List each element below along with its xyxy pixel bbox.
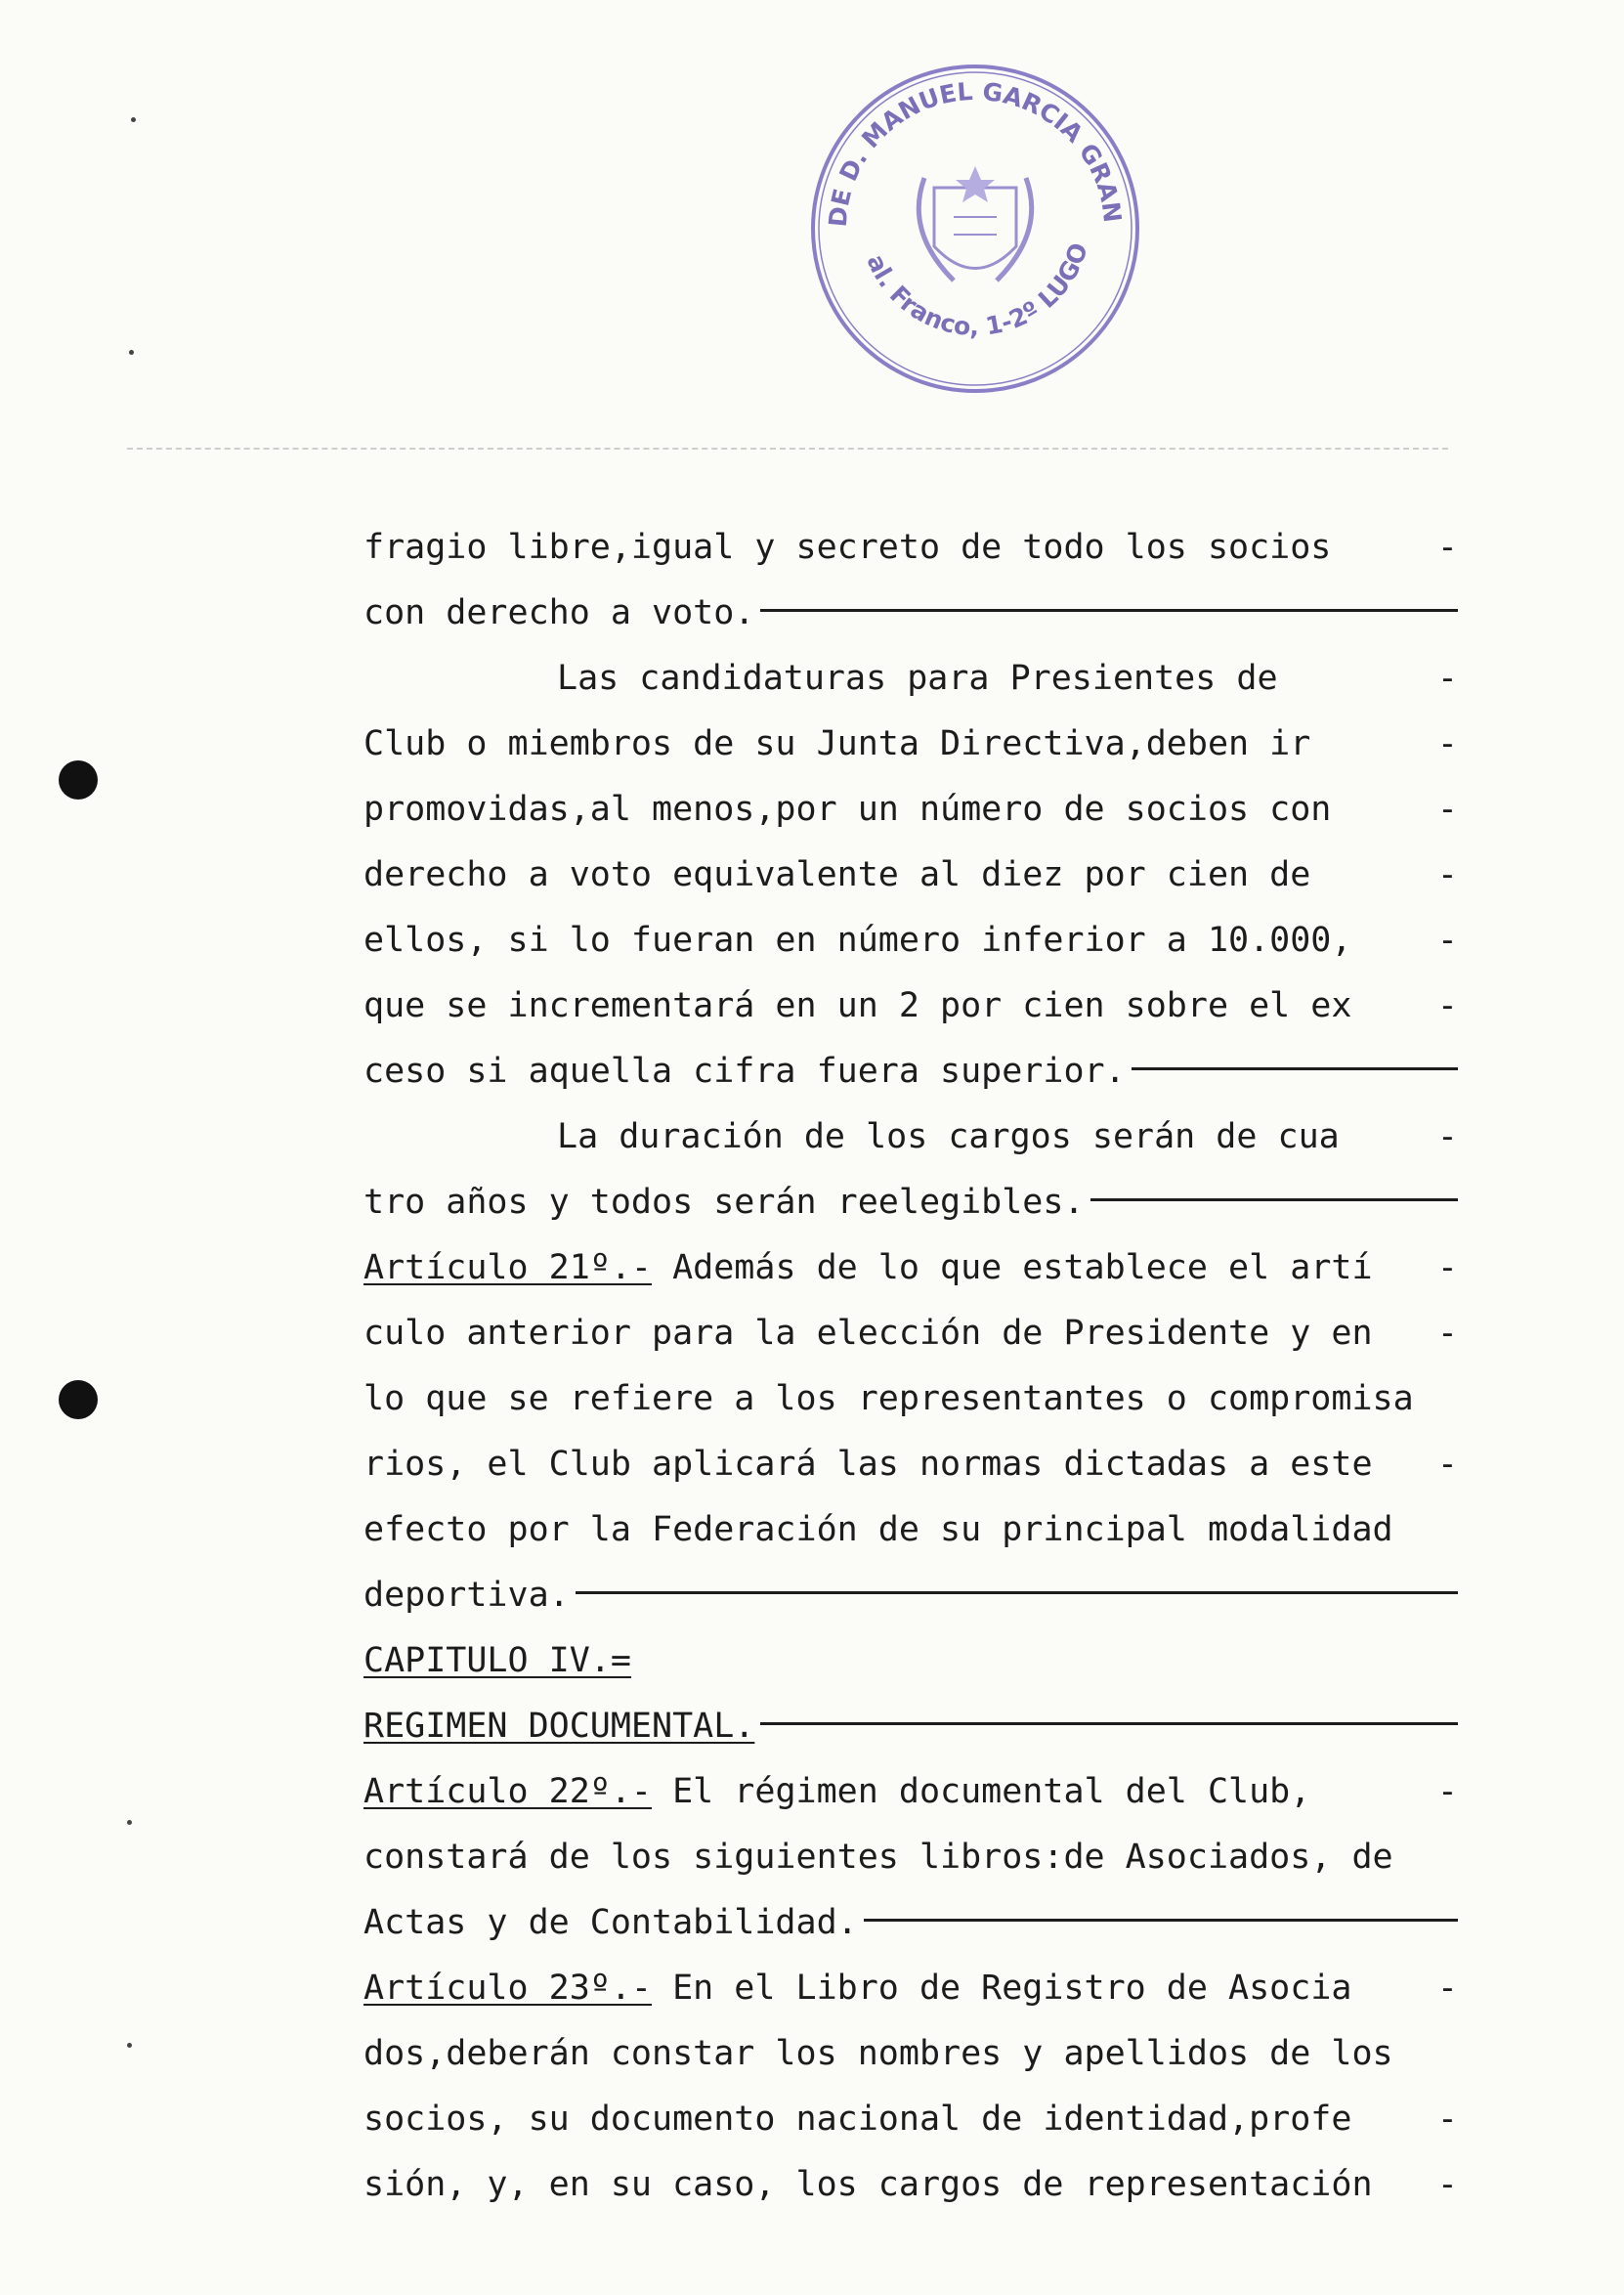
- text-line: [363, 2155, 1458, 2221]
- fill-rule: [1132, 1067, 1458, 1070]
- line-end-dash: -: [1436, 528, 1458, 567]
- stamp-bottom-text: al. Franco, 1-2º LUGO: [861, 238, 1093, 341]
- section-heading: CAPITULO IV.=: [363, 1641, 631, 1680]
- text-line: [363, 1893, 1458, 1959]
- line-end-dash: -: [1436, 2165, 1458, 2204]
- section-heading: Artículo 21º.-: [363, 1248, 653, 1287]
- page-speck: [127, 2043, 132, 2048]
- line-text: Actas y de Contabilidad.: [363, 1903, 858, 1942]
- line-text: con derecho a voto.: [363, 593, 755, 632]
- text-line: [363, 1566, 1458, 1631]
- line-text: que se incrementará en un 2 por cien sobre el ex: [363, 986, 1352, 1025]
- line-text: socios, su documento nacional de identidad,profe: [363, 2100, 1352, 2139]
- text-line: [363, 2090, 1458, 2155]
- line-end-dash: -: [1436, 1314, 1458, 1353]
- text-line: [363, 1107, 1458, 1173]
- notary-stamp-seal: [807, 61, 1143, 397]
- line-end-dash: -: [1436, 1117, 1458, 1156]
- line-end-dash: -: [1436, 921, 1458, 960]
- section-heading: Artículo 22º.-: [363, 1772, 653, 1811]
- page-speck: [129, 350, 134, 355]
- text-line: [363, 911, 1458, 976]
- text-line: [363, 2024, 1458, 2090]
- line-text: fragio libre,igual y secreto de todo los socios: [363, 528, 1332, 567]
- section-heading: REGIMEN DOCUMENTAL.: [363, 1707, 755, 1746]
- fill-rule: [1090, 1198, 1458, 1201]
- line-text: deportiva.: [363, 1576, 570, 1615]
- line-end-dash: -: [1436, 1969, 1458, 2008]
- text-line: [363, 845, 1458, 911]
- line-text: dos,deberán constar los nombres y apellidos de los: [363, 2034, 1393, 2073]
- section-heading: Artículo 23º.-: [363, 1969, 653, 2008]
- document-body: [363, 518, 1458, 2221]
- text-line: [363, 976, 1458, 1042]
- line-text: En el Libro de Registro de Asocia: [652, 1969, 1352, 2008]
- line-end-dash: -: [1436, 790, 1458, 829]
- text-line: [363, 1697, 1458, 1762]
- text-line: [363, 1304, 1458, 1369]
- line-text: Las candidaturas para Presientes de: [557, 659, 1278, 698]
- text-line: [363, 1238, 1458, 1304]
- line-text: ellos, si lo fueran en número inferior a 10.000,: [363, 921, 1352, 960]
- line-text: promovidas,al menos,por un número de socios con: [363, 790, 1332, 829]
- line-end-dash: -: [1436, 1248, 1458, 1287]
- text-line: [363, 1173, 1458, 1238]
- text-line: [363, 1369, 1458, 1435]
- line-end-dash: -: [1436, 986, 1458, 1025]
- text-line: [363, 1959, 1458, 2024]
- line-text: La duración de los cargos serán de cua: [557, 1117, 1340, 1156]
- line-text: sión, y, en su caso, los cargos de representación: [363, 2165, 1373, 2204]
- punch-hole-bottom: [59, 1380, 98, 1419]
- line-text: Además de lo que establece el artí: [652, 1248, 1373, 1287]
- line-end-dash: -: [1436, 1772, 1458, 1811]
- line-text: Club o miembros de su Junta Directiva,deben ir: [363, 724, 1311, 763]
- line-end-dash: -: [1436, 2100, 1458, 2139]
- fold-line: [127, 448, 1448, 450]
- stamp-outer-text: DE D. MANUEL GARCIA GRAN: [823, 76, 1128, 229]
- fill-rule: [864, 1919, 1458, 1922]
- text-line: [363, 1631, 1458, 1697]
- fill-rule: [576, 1591, 1458, 1594]
- line-text: efecto por la Federación de su principal modalidad: [363, 1510, 1393, 1549]
- text-line: [363, 1042, 1458, 1107]
- text-line: [363, 714, 1458, 780]
- line-text: lo que se refiere a los representantes o compromisa: [363, 1379, 1414, 1418]
- text-line: [363, 1828, 1458, 1893]
- page-speck: [131, 117, 136, 122]
- line-text: culo anterior para la elección de Presidente y en: [363, 1314, 1373, 1353]
- text-line: [363, 518, 1458, 584]
- notary-stamp: [807, 61, 1143, 397]
- text-line: [363, 649, 1458, 714]
- line-text: derecho a voto equivalente al diez por cien de: [363, 855, 1311, 894]
- text-line: [363, 1500, 1458, 1566]
- line-text: rios, el Club aplicará las normas dictadas a este: [363, 1445, 1373, 1484]
- line-text: El régimen documental del Club,: [652, 1772, 1311, 1811]
- punch-hole-top: [59, 760, 98, 800]
- text-line: [363, 780, 1458, 845]
- line-end-dash: -: [1436, 724, 1458, 763]
- text-line: [363, 1435, 1458, 1500]
- text-line: [363, 1762, 1458, 1828]
- line-text: ceso si aquella cifra fuera superior.: [363, 1052, 1126, 1091]
- line-text: tro años y todos serán reelegibles.: [363, 1183, 1085, 1222]
- coat-of-arms-icon: [919, 166, 1031, 281]
- page-speck: [127, 1820, 132, 1825]
- fill-rule: [760, 609, 1458, 612]
- line-end-dash: -: [1436, 659, 1458, 698]
- line-end-dash: -: [1436, 855, 1458, 894]
- line-end-dash: -: [1436, 1445, 1458, 1484]
- fill-rule: [760, 1722, 1458, 1725]
- text-line: [363, 584, 1458, 649]
- line-text: constará de los siguientes libros:de Asociados, de: [363, 1838, 1393, 1877]
